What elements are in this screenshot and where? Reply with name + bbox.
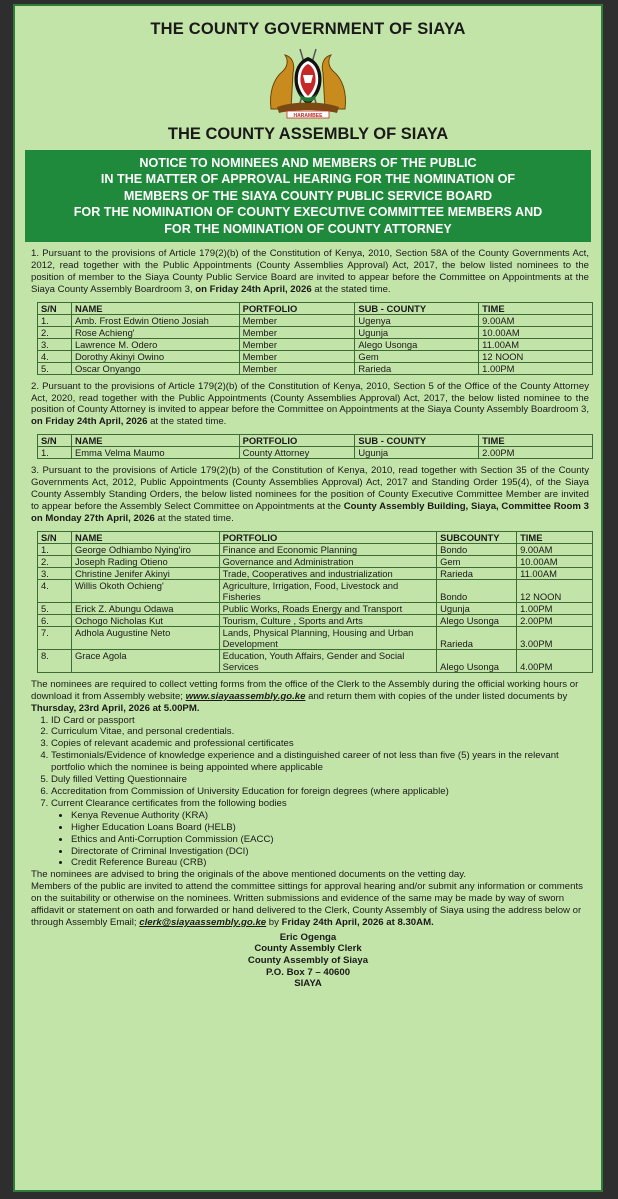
cec-nominees-table bbox=[37, 531, 593, 673]
notice-line: FOR THE NOMINATION OF COUNTY ATTORNEY bbox=[164, 221, 452, 236]
assembly-title: THE COUNTY ASSEMBLY OF SIAYA bbox=[167, 125, 449, 143]
signatory-title: County Assembly Clerk bbox=[254, 943, 362, 955]
assembly-website-link[interactable]: www.siayaassembly.go.ke bbox=[185, 690, 306, 702]
notice-line: FOR THE NOMINATION OF COUNTY EXECUTIVE COMMITTEE MEMBERS AND bbox=[73, 205, 543, 220]
deadline: Thursday, 23rd April, 2026 at 5.00PM. bbox=[31, 702, 200, 714]
table-header-row: S/N NAME PORTFOLIO SUB - COUNTY TIME bbox=[38, 302, 593, 314]
table-row: 5. Oscar Onyango Member Rarieda 1.00PM bbox=[38, 362, 593, 374]
table-row: 6. Ochogo Nicholas Kut Tourism, Culture , Sports and Arts Alego Usonga 2.00PM bbox=[38, 614, 593, 626]
list-item: • Higher Education Loans Board (HELB) bbox=[71, 822, 589, 834]
government-title: THE COUNTY GOVERNMENT OF SIAYA bbox=[150, 20, 466, 38]
list-item: 1. ID Card or passport bbox=[51, 715, 589, 727]
signatory-name: Eric Ogenga bbox=[279, 931, 337, 943]
submission-deadline: Friday 24th April, 2026 at 8.30AM. bbox=[281, 916, 434, 928]
table-row: 2. Rose Achieng' Member Ugunja 10.00AM bbox=[38, 326, 593, 338]
list-item: 4. Testimonials/Evidence of knowledge experience and a distinguished career of not less than five (5) years in the relevant portfolio which the nominee is being appointed where applicable bbox=[51, 750, 589, 774]
list-item: 6. Accreditation from Commission of University Education for foreign degrees (where applicable) bbox=[51, 786, 589, 798]
kenya-coat-of-arms-icon bbox=[263, 43, 353, 119]
table-row: 4. Willis Okoth Ochieng' Agriculture, Irrigation, Food, Livestock and Fisheries Bondo 12 NOON bbox=[38, 579, 593, 602]
section-2-date: on Friday 24th April, 2026 bbox=[31, 416, 148, 428]
notice-line: NOTICE TO NOMINEES AND MEMBERS OF THE PUBLIC bbox=[139, 156, 477, 170]
crest-motto: HARAMBEE bbox=[293, 113, 323, 119]
notice-banner bbox=[25, 150, 591, 242]
town: SIAYA bbox=[294, 978, 322, 990]
psb-nominees-table bbox=[37, 302, 593, 375]
list-item: • Directorate of Criminal Investigation (DCI) bbox=[71, 846, 589, 858]
list-item: 5. Duly filled Vetting Questionnaire bbox=[51, 774, 589, 786]
clearance-bodies-list bbox=[51, 810, 589, 870]
section-2-text: 2. Pursuant to the provisions of Article 179(2)(b) of the Constitution of Kenya, 2010, Section 5 of the Office of the County Attorney Act, 2020, read together with the Public Appointments (County Assemblies Approval) Act, 2017, the below listed nominee to the position of County Attorney is invited to appear before the Committee on Appointments at the Siaya County Assembly Boardroom 3, on Friday 24th April, 2026 at the stated time. bbox=[31, 380, 589, 428]
table-row: 4. Dorothy Akinyi Owino Member Gem 12 NOON bbox=[38, 350, 593, 362]
list-item: • Kenya Revenue Authority (KRA) bbox=[71, 810, 589, 822]
table-row: 1. Amb. Frost Edwin Otieno Josiah Member Ugenya 9.00AM bbox=[38, 314, 593, 326]
signatory-org: County Assembly of Siaya bbox=[247, 955, 369, 967]
list-item: • Credit Reference Bureau (CRB) bbox=[71, 857, 589, 869]
table-header-row: S/N NAME PORTFOLIO SUBCOUNTY TIME bbox=[38, 531, 593, 543]
postal-address: P.O. Box 7 – 40600 bbox=[265, 966, 351, 978]
list-item: • Ethics and Anti-Corruption Commission (EACC) bbox=[71, 834, 589, 846]
table-row: 1. Emma Velma Maumo County Attorney Ugunja 2.00PM bbox=[38, 447, 593, 459]
table-row: 3. Lawrence M. Odero Member Alego Usonga 11.00AM bbox=[38, 338, 593, 350]
notice-page bbox=[13, 4, 603, 1192]
section-3-text: 3. Pursuant to the provisions of Article 179(2)(b) of the Constitution of Kenya, 2010, read together with Section 35 of the County Governments Act, 2012, Public Appointments (County Assemblies Approval) Act, 2017 and Standing Order 195(4), of the Siaya County Assembly Standing Orders, the below listed nominees for the position of County Executive Committee Member are invited to appear before the Assembly Select Committee on Appointments at the County Assembly Building, Siaya, Committee Room 3 on Monday 27th April, 2026 at the stated time. bbox=[31, 465, 589, 524]
table-row: 2. Joseph Rading Otieno Governance and Administration Gem 10.00AM bbox=[38, 555, 593, 567]
list-item: 2. Curriculum Vitae, and personal credentials. bbox=[51, 726, 589, 738]
assembly-email-link[interactable]: clerk@siayaassembly.go.ke bbox=[139, 916, 267, 928]
requirements-section bbox=[31, 679, 589, 929]
table-header-row: S/N NAME PORTFOLIO SUB - COUNTY TIME bbox=[38, 435, 593, 447]
section-1-date: on Friday 24th April, 2026 bbox=[195, 283, 312, 295]
notice-line: IN THE MATTER OF APPROVAL HEARING FOR THE NOMINATION OF bbox=[100, 172, 516, 187]
table-row: 8. Grace Agola Education, Youth Affairs, Gender and Social Services Alego Usonga 4.00PM bbox=[38, 649, 593, 672]
closing-note: The nominees are advised to bring the originals of the above mentioned documents on the vetting day. bbox=[31, 869, 467, 881]
requirements-intro: The nominees are required to collect vetting forms from the office of the Clerk to the Assembly during the official working hours or download it from Assembly website; www.siayaassembly.go.ke and return them with copies of the under listed documents by Thursday, 23rd April, 2026 at 5.00PM. bbox=[31, 678, 579, 714]
table-row: 7. Adhola Augustine Neto Lands, Physical Planning, Housing and Urban Development Rarieda 3.00PM bbox=[38, 626, 593, 649]
table-row: 1. George Odhiambo Nying'iro Finance and Economic Planning Bondo 9.00AM bbox=[38, 543, 593, 555]
table-row: 5. Erick Z. Abungu Odawa Public Works, Roads Energy and Transport Ugunja 1.00PM bbox=[38, 602, 593, 614]
public-invitation: Members of the public are invited to attend the committee sittings for approval hearing and/or submit any information or comments on the suitability or otherwise on the nominees. Written submissions and evidence of the same may be made by way of sworn affidavit or statement on oath and forwarded or hand delivered to the Clerk, County Assembly of Siaya using the address below or through Assembly Email; clerk@siayaassembly.go.ke by Friday 24th April, 2026 at 8.30AM. bbox=[31, 881, 583, 928]
table-row: 3. Christine Jenifer Akinyi Trade, Cooperatives and industrialization Rarieda 11.00AM bbox=[38, 567, 593, 579]
list-item: 7. Current Clearance certificates from the following bodies • Kenya Revenue Authority (KRA) • Higher Education Loans Board (HELB) • Ethics and Anti-Corruption Commission (EACC) • Directorate of Criminal Investigation (DCI) • Credit Reference Bureau (CRB) bbox=[51, 798, 589, 869]
signature-block bbox=[15, 932, 601, 990]
list-item: 3. Copies of relevant academic and professional certificates bbox=[51, 738, 589, 750]
notice-line: MEMBERS OF THE SIAYA COUNTY PUBLIC SERVICE BOARD bbox=[123, 188, 493, 203]
documents-list bbox=[31, 715, 589, 870]
section-3-venue: County Assembly Building, Siaya, Committee Room 3 on Monday 27th April, 2026 bbox=[31, 501, 589, 524]
county-attorney-table bbox=[37, 434, 593, 459]
section-1-text: 1. Pursuant to the provisions of Article 179(2)(b) of the Constitution of Kenya, 2010, Section 58A of the County Governments Act, 2012, read together with the Public Appointments (County Assemblies Approval) Act, 2017, the below listed nominees to the position of member to the Siaya County Public Service Board are invited to appear before the Committee on Appointments at the Siaya County Assembly Boardroom 3, on Friday 24th April, 2026 at the stated time. bbox=[31, 248, 589, 295]
